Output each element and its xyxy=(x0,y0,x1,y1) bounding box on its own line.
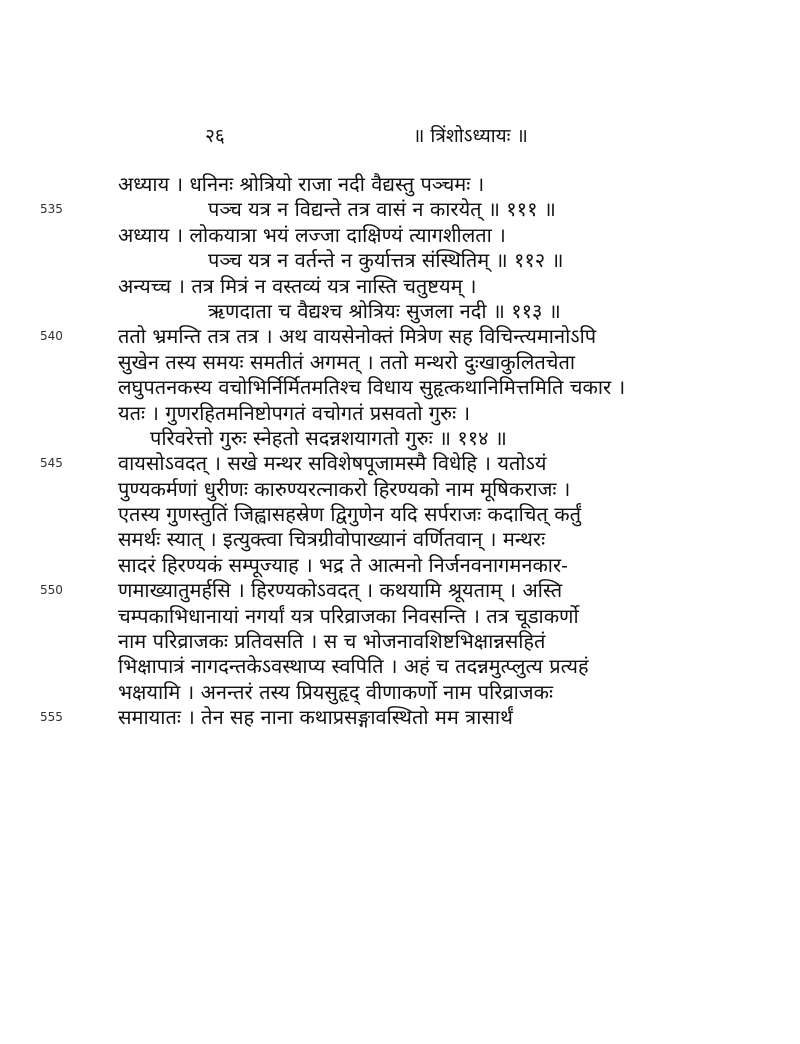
line-text: भक्षयामि । अनन्तरं तस्य प्रियसुहृद् वीणाकर्णो नाम परिव्राजकः xyxy=(118,679,554,704)
line-text: ऋणदाता च वैद्यश्च श्रोत्रियः सुजला नदी ॥ ११३ ॥ xyxy=(208,298,561,323)
line-text: समर्थः स्यात् । इत्युक्त्वा चित्रग्रीवोपाख्यानं वर्णितवान् । मन्थरः xyxy=(118,527,546,552)
text-line xyxy=(0,502,800,527)
running-head xyxy=(205,122,625,152)
text-line xyxy=(0,604,800,629)
page-number: २६ xyxy=(205,125,225,147)
line-number: 550 xyxy=(40,583,63,598)
text-line xyxy=(0,426,800,451)
text-line xyxy=(0,477,800,502)
text-line xyxy=(0,578,800,603)
line-text: परिवरेत्तो गुरुः स्नेहतो सदन्नशयागतो गुरुः ॥ ११४ ॥ xyxy=(150,425,507,450)
line-text: समायातः । तेन सह नाना कथाप्रसङ्गावस्थितो मम त्रासार्थं xyxy=(118,705,513,730)
line-text: लघुपतनकस्य वचोभिर्निर्मितमतिश्च विधाय सुहृत्कथानिमित्तमिति चकार । xyxy=(118,375,626,400)
running-title: ॥ त्रिंशोऽध्यायः ॥ xyxy=(413,125,528,147)
line-text: सादरं हिरण्यकं सम्पूज्याह । भद्र ते आत्मनो निर्जनवनागमनकार- xyxy=(118,552,568,577)
text-line xyxy=(0,375,800,400)
text-line xyxy=(0,629,800,654)
text-line xyxy=(0,553,800,578)
line-text: अन्यच्च । तत्र मित्रं न वस्तव्यं यत्र नास्ति चतुष्टयम् । xyxy=(118,273,477,298)
line-text: भिक्षापात्रं नागदन्तकेऽवस्थाप्य स्वपिति । अहं च तदन्नमुत्प्लुत्य प्रत्यहं xyxy=(118,654,589,679)
text-line xyxy=(0,705,800,730)
line-number: 545 xyxy=(40,456,63,471)
line-text: णमाख्यातुमर्हसि । हिरण्यकोऽवदत् । कथयामि श्रूयताम् । अस्ति xyxy=(118,578,563,603)
text-line xyxy=(0,527,800,552)
line-text: चम्पकाभिधानायां नगर्यां यत्र परिव्राजका निवसन्ति । तत्र चूडाकर्णो xyxy=(118,603,579,628)
text-line xyxy=(0,350,800,375)
text-line xyxy=(0,172,800,197)
text-line xyxy=(0,248,800,273)
text-line xyxy=(0,401,800,426)
text-line xyxy=(0,274,800,299)
text-line xyxy=(0,197,800,222)
line-text: ततो भ्रमन्ति तत्र तत्र । अथ वायसेनोक्तं मित्रेण सह विचिन्त्यमानोऽपि xyxy=(118,324,597,349)
sanskrit-text-block xyxy=(0,172,800,731)
line-text: सुखेन तस्य समयः समतीतं अगमत् । ततो मन्थरो दुःखाकुलितचेता xyxy=(118,349,576,374)
line-number: 540 xyxy=(40,329,63,344)
text-line xyxy=(0,654,800,679)
line-text: यतः । गुणरहितमनिष्टोपगतं वचोगतं प्रसवतो गुरुः । xyxy=(118,400,471,425)
line-number: 555 xyxy=(40,710,63,725)
line-text: पञ्च यत्र न वर्तन्ते न कुर्यात्तत्र संस्थितिम् ॥ ११२ ॥ xyxy=(208,248,564,273)
text-line xyxy=(0,324,800,349)
text-line xyxy=(0,680,800,705)
line-text: वायसोऽवदत् । सखे मन्थर सविशेषपूजामस्मै विधेहि । यतोऽयं xyxy=(118,451,547,476)
line-number: 535 xyxy=(40,202,63,217)
text-line xyxy=(0,299,800,324)
text-line xyxy=(0,451,800,476)
line-text: पञ्च यत्र न विद्यन्ते तत्र वासं न कारयेत् ॥ १११ ॥ xyxy=(208,197,556,222)
line-text: नाम परिव्राजकः प्रतिवसति । स च भोजनावशिष्टभिक्षान्नसहितं xyxy=(118,629,546,654)
line-text: अध्याय । लोकयात्रा भयं लज्जा दाक्षिण्यं त्यागशीलता । xyxy=(118,222,506,247)
line-text: पुण्यकर्मणां धुरीणः कारुण्यरत्नाकरो हिरण्यको नाम मूषिकराजः । xyxy=(118,476,571,501)
line-text: अध्याय । धनिनः श्रोत्रियो राजा नदी वैद्यस्तु पञ्चमः । xyxy=(118,172,485,196)
text-line xyxy=(0,223,800,248)
line-text: एतस्य गुणस्तुतिं जिह्वासहस्रेण द्विगुणेन यदि सर्पराजः कदाचित् कर्तुं xyxy=(118,502,582,527)
